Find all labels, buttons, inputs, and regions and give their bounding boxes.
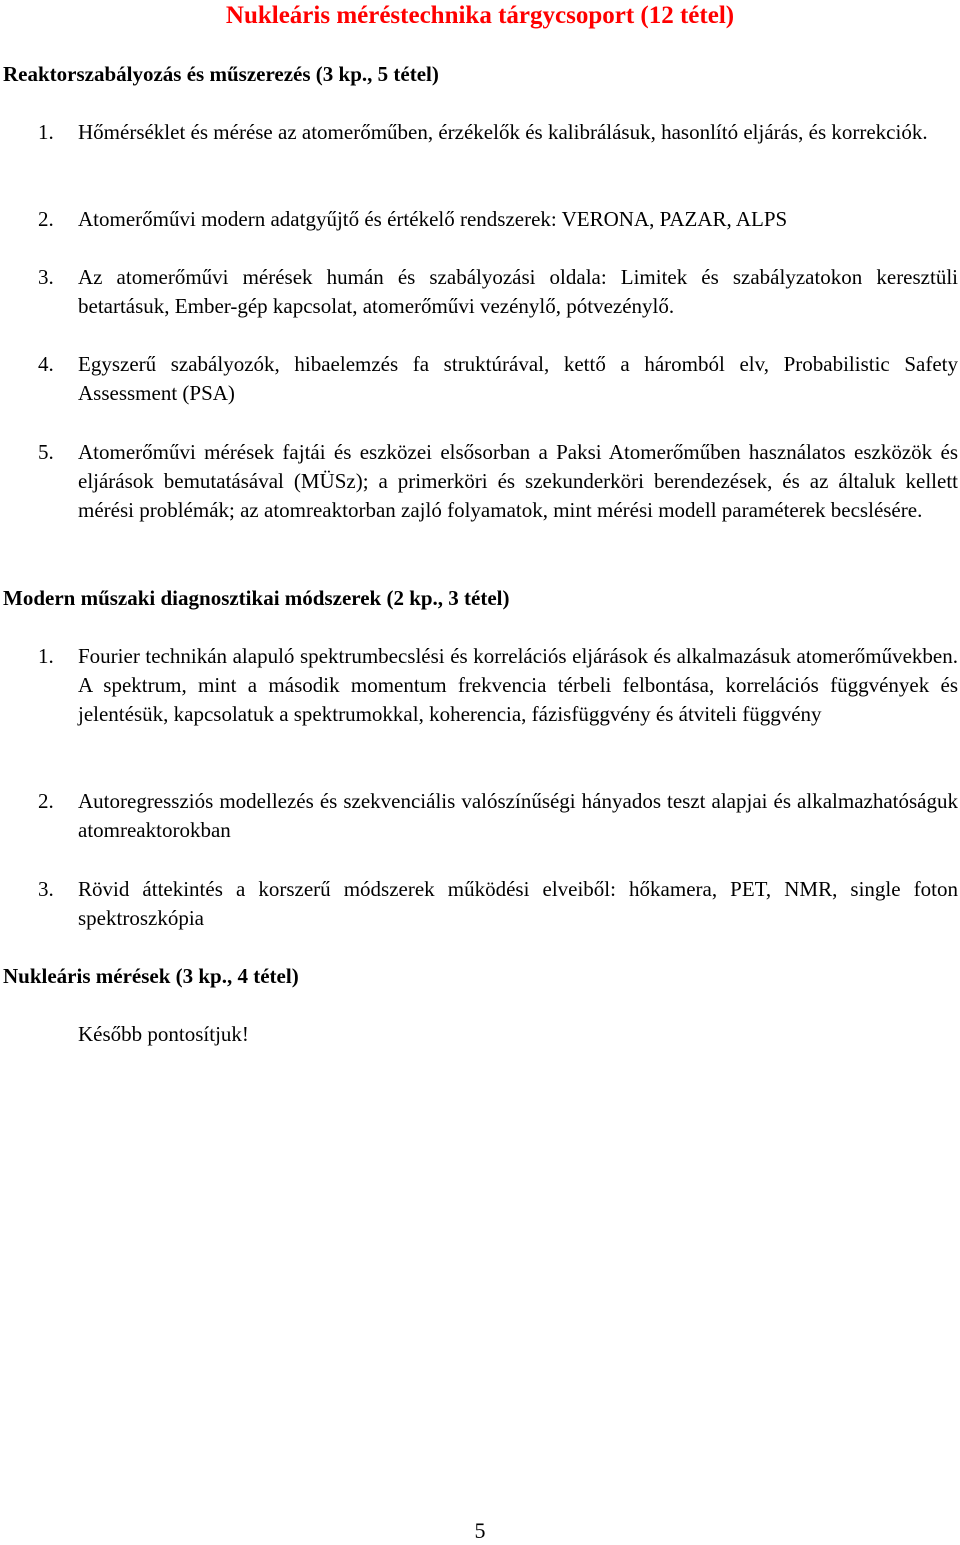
list-item [38, 787, 958, 845]
list-item [38, 875, 958, 933]
list-item-text: Hőmérséklet és mérése az atomerőműben, érzékelők és kalibrálásuk, hasonlító eljárás, és korrekciók. [78, 120, 928, 144]
list-item-number: 5. [38, 440, 54, 464]
list-item [38, 263, 958, 321]
list-item-text: Az atomerőművi mérések humán és szabályozási oldala: Limitek és szabályzatokon keresztüli betartásuk, Ember-gép kapcsolat, atomerőművi vezénylő, pótvezénylő. [78, 265, 958, 318]
section-heading-reactor-control: Reaktorszabályozás és műszerezés (3 kp., 5 tétel) [3, 62, 439, 86]
section-heading-diagnostics: Modern műszaki diagnosztikai módszerek (2 kp., 3 tétel) [3, 586, 510, 610]
section-note: Később pontosítjuk! [78, 1022, 249, 1046]
list-item [38, 118, 958, 147]
list-item-number: 4. [38, 352, 54, 376]
page-number: 5 [474, 1518, 486, 1543]
list-item-number: 1. [38, 644, 54, 668]
section-heading-nuclear-measurements: Nukleáris mérések (3 kp., 4 tétel) [3, 964, 299, 988]
list-item-text: Autoregressziós modellezés és szekvenciális valószínűségi hányados teszt alapjai és alkalmazhatóságuk atomreaktorokban [78, 789, 958, 842]
list-item-number: 1. [38, 120, 54, 144]
list-item-number: 2. [38, 789, 54, 813]
list-item [38, 438, 958, 525]
list-item [38, 205, 958, 234]
list-item [38, 642, 958, 729]
list-item [38, 350, 958, 408]
document-title: Nukleáris méréstechnika tárgycsoport (12 tétel) [225, 2, 735, 29]
list-item-number: 3. [38, 877, 54, 901]
list-item-text: Rövid áttekintés a korszerű módszerek működési elveiből: hőkamera, PET, NMR, single foton spektroszkópia [78, 877, 958, 930]
list-item-number: 2. [38, 207, 54, 231]
list-item-text: Fourier technikán alapuló spektrumbecslési és korrelációs eljárások és alkalmazásuk atomerőművekben. A spektrum, mint a második momentum frekvencia térbeli felbontása, korrelációs függvények és jelentésük, kapcsolatuk a spektrumokkal, koherencia, fázisfüggvény és átviteli függvény [78, 644, 958, 726]
list-item-text: Atomerőművi mérések fajtái és eszközei elsősorban a Paksi Atomerőműben használatos eszközök és eljárások bemutatásával (MÜSz); a primerköri és szekunderköri berendezések, és az általuk kellett mérési problémák; az atomreaktorban zajló folyamatok, mint mérési modell paraméterek becslésére. [78, 440, 958, 522]
list-item-number: 3. [38, 265, 54, 289]
list-item-text: Atomerőművi modern adatgyűjtő és értékelő rendszerek: VERONA, PAZAR, ALPS [78, 207, 788, 231]
list-item-text: Egyszerű szabályozók, hibaelemzés fa struktúrával, kettő a háromból elv, Probabilistic Safety Assessment (PSA) [78, 352, 958, 405]
